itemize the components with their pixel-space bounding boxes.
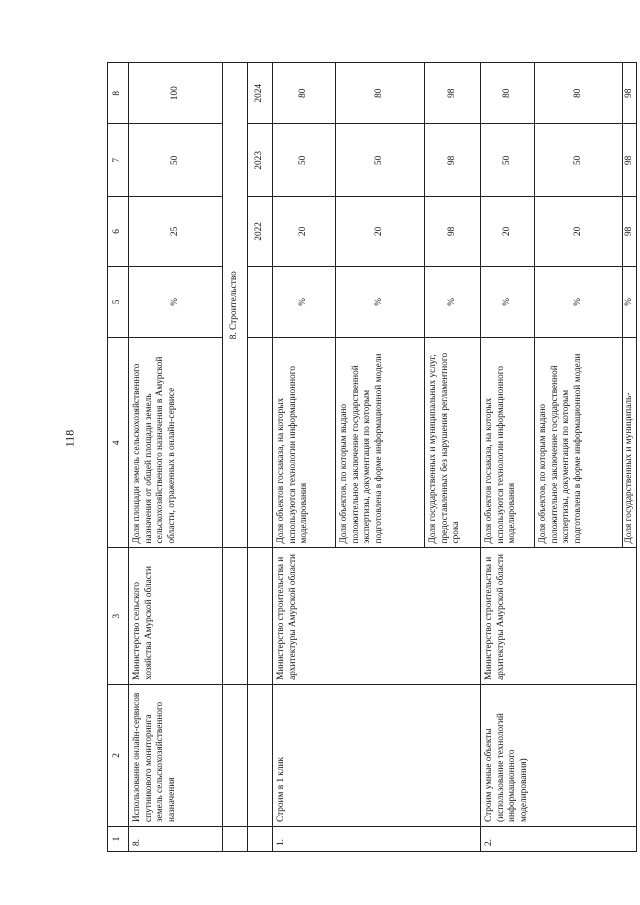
value-2024: 80	[336, 63, 425, 124]
value-2024: 80	[273, 63, 336, 124]
project-name: Строим умные объекты (использование технологий информационного моделирования)	[481, 684, 637, 826]
project-name: Строим в 1 клик	[273, 684, 481, 826]
table-row	[273, 63, 336, 852]
section-title: 8. Строительство	[223, 63, 248, 548]
table-container	[107, 62, 634, 852]
header-col-1: 1	[108, 827, 129, 852]
indicator-name: Доля государственных и муниципальных услуг, предоставленных без нарушения регламентного срока	[425, 338, 481, 548]
rotated-table-frame	[107, 62, 634, 852]
header-col-6: 6	[108, 197, 129, 266]
indicator-name: Доля объектов, по которым выдано положительное заключение государственной экспертизы, документация по которым подготовлена в форме информационной модели	[336, 338, 425, 548]
value-2024: 80	[481, 63, 535, 124]
table-row	[481, 63, 535, 852]
indicator-name: Доля объектов госзаказа, на которых используются технологии информационного моделирования	[481, 338, 535, 548]
indicator-name: Доля объектов госзаказа, на которых используются технологии информационного моделирования	[273, 338, 336, 548]
ministry-name: Министерство сельского хозяйства Амурской области	[129, 548, 223, 684]
row-index: 2.	[481, 827, 637, 852]
value-2022: 98	[623, 197, 637, 266]
empty-cell	[248, 684, 273, 826]
value-2023: 98	[425, 124, 481, 197]
header-col-8: 8	[108, 63, 129, 124]
empty-cell	[248, 338, 273, 548]
unit-cell: %	[481, 266, 535, 338]
unit-cell: %	[535, 266, 623, 338]
empty-cell	[248, 266, 273, 338]
row-index: 1.	[273, 827, 481, 852]
value-2023: 50	[336, 124, 425, 197]
value-2022: 20	[481, 197, 535, 266]
page-number	[60, 423, 80, 453]
header-col-5: 5	[108, 266, 129, 338]
ministry-name: Министерство строительства и архитектуры Амурской области	[481, 548, 637, 684]
ministry-name: Министерство строительства и архитектуры Амурской области	[273, 548, 481, 684]
empty-cell	[248, 827, 273, 852]
empty-cell	[223, 684, 248, 826]
unit-cell: %	[623, 266, 637, 338]
value-col-8: 100	[129, 63, 223, 124]
indicators-table	[107, 62, 637, 852]
value-2022: 20	[336, 197, 425, 266]
year-2023: 2023	[248, 124, 273, 197]
value-2022: 20	[273, 197, 336, 266]
value-col-6: 25	[129, 197, 223, 266]
unit-cell: %	[425, 266, 481, 338]
unit-cell: %	[273, 266, 336, 338]
value-2023: 50	[535, 124, 623, 197]
section-row	[223, 63, 248, 852]
project-name: Использование онлайн-сервисов спутникового мониторинга земель сельскохозяйственного назначения	[129, 684, 223, 826]
value-2023: 50	[273, 124, 336, 197]
value-2024: 80	[535, 63, 623, 124]
value-2024: 98	[425, 63, 481, 124]
table-row	[129, 63, 223, 852]
unit-cell: %	[129, 266, 223, 338]
row-index: 8.	[129, 827, 223, 852]
value-col-7: 50	[129, 124, 223, 197]
header-col-3: 3	[108, 548, 129, 684]
empty-cell	[223, 548, 248, 684]
value-2022: 98	[425, 197, 481, 266]
header-col-2: 2	[108, 684, 129, 826]
header-col-4: 4	[108, 338, 129, 548]
year-2024: 2024	[248, 63, 273, 124]
empty-cell	[223, 827, 248, 852]
header-row	[108, 63, 129, 852]
unit-cell: %	[336, 266, 425, 338]
year-2022: 2022	[248, 197, 273, 266]
page-number-text: 118	[62, 429, 77, 447]
value-2023: 50	[481, 124, 535, 197]
empty-cell	[248, 548, 273, 684]
value-2023: 98	[623, 124, 637, 197]
value-2022: 20	[535, 197, 623, 266]
value-2024: 98	[623, 63, 637, 124]
years-row	[248, 63, 273, 852]
indicator-name: Доля площади земель сельскохозяйственного назначения от общей площади земель сельскохозяйственного назначения в Амурской области, отраженных в онлайн-сервисе	[129, 338, 223, 548]
indicator-name: Доля объектов, по которым выдано положительное заключение государственной экспертизы, документация по которым подготовлена в форме информационной модели	[535, 338, 623, 548]
indicator-name: Доля государственных и муниципаль-	[623, 338, 637, 548]
header-col-7: 7	[108, 124, 129, 197]
